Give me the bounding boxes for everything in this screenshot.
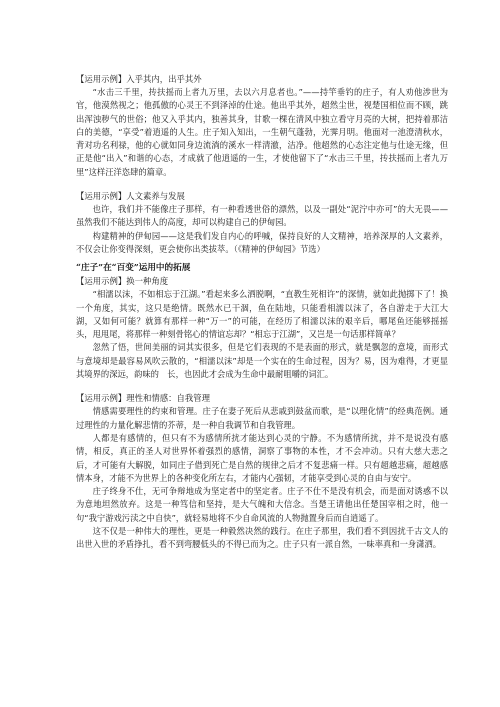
body-paragraph: “相濡以沫，不如相忘于江湖。”看起来多么洒脱啊，“直教生死相许”的深情，就如此抛掷下了！换一个角度，其实，这只是绝情。既然水已干涸，鱼在陆地，只能看相濡以沫了，各自游走于大江大湖，又如何可能？就算有那样一种“万一”的可能，在经历了相濡以沫的艰辛后，哪尾鱼还能够摇摇头，甩甩尾，将那样一种刻骨铭心的情谊忘却？“相忘于江湖”，又岂是一句话那样简单？ <box>76 289 448 340</box>
body-paragraph: 这不仅是一种伟大的理性，更是一种毅然决然的践行。在庄子那里，我们看不到因扰千古文人的出世入世的矛盾挣扎，看不到弯腰低头的不得已而为之。庄子只有一派自然，一味率真和一身潇洒。 <box>76 526 448 550</box>
example-heading: 【运用示例】人文素养与发展 <box>76 191 185 202</box>
body-paragraph: “水击三千里，抟扶摇而上者九万里，去以六月息者也。”——持竿垂钓的庄子，有人劝他涉世为官，他漠然视之；他孤傲的心灵王不到泽淖的仕途。他出乎其外，超然尘世，视楚国相位而不顾，跳出浑浊秽气的世俗；他又入乎其内，独善其身，甘歌一棵在清风中独立看守月亮的大树，把持着那洁白的美德，“享受”着逍遥的人生。庄子知入知出，一生朝气蓬勃，光霁月明。他面对一池澄清秋水，背对功名利禄，他的心就如同身边流淌的溪水一样清澈，洁净。他超然的心态注定他与仕途无缘，但正是他“出入”和谐的心态，才成就了他逍遥的一生，才使他留下了“水击三千里，抟扶摇而上者九万里”这样汪洋恣肆的篇章。 <box>76 87 448 177</box>
body-paragraph: 构建精神的伊甸园——这是我们发自内心的呼喊，保持良好的人文精神，培养深厚的人文素养，不仅会让你变得深刻，更会使你出类拔萃。（《精神的伊甸园》节选） <box>76 230 448 254</box>
section-title: “庄子”在“百变”运用中的拓展 <box>76 263 191 274</box>
example-heading: 【运用示例】理性和情感：自我管理 <box>76 393 210 404</box>
body-paragraph: 情感需要理性的约束和管理。庄子在妻子死后从悲戚到鼓盆而歌，是“以理化情”的经典范例。通过理性的力量化解悲情的芥蒂，是一种自我调节和自我管理。 <box>76 406 448 430</box>
body-paragraph: 人都是有感情的，但只有不为感情所扰才能达到心灵的宁静。不为感情所扰，并不是说没有感情，相反，真正的圣人对世界怀着强烈的感情，洞察了事物的本性，才不会冲动。只有大慈大悲之后，才可能有大解脱，如同庄子借到死亡是自然的规律之后才不复悲痛一样。只有超越悲痛，超越感情本身，才能不为世界上的各种变化所左右，才能内心强韧，才能享受到心灵的自由与安宁。 <box>76 432 448 483</box>
body-paragraph: 也许，我们并不能像庄子那样，有一种看透世俗的漂然，以及一副处“泥泞中亦可”的大无畏——虽然我们不能达到伟人的高度，却可以构建自己的伊甸园。 <box>76 204 448 228</box>
example-heading: 【运用示例】换一种角度 <box>76 276 169 287</box>
example-heading: 【运用示例】入乎其内，出乎其外 <box>76 74 202 84</box>
paragraph-gap <box>76 381 448 392</box>
body-paragraph: 忽然了悟，世间美丽的词其实很多，但是它们表现的不是表面的形式，就是飘忽的意境，而形式与意境却是最容易风吹云散的，“相濡以沫”却是一个实在的生命过程，因为？易，因为难得，才更显其境界的深远，韵味的 长，也因此才会成为生命中最耐咀嚼的词汇。 <box>76 342 448 380</box>
paragraph-gap <box>76 179 448 190</box>
body-paragraph: 庄子终身不仕，无可争辩地成为坚定者中的坚定者。庄子不仕不是没有机会，而是面对诱惑不以为意地坦然放弃。这是一种笃信和坚持，是大气魄和大信念。当楚王请他出任楚国宰相之时，他一句“我宁游戏污渎之中自快”，就轻易地将不少自命风流的人物抛置身后而自逍遥了。 <box>76 486 448 523</box>
